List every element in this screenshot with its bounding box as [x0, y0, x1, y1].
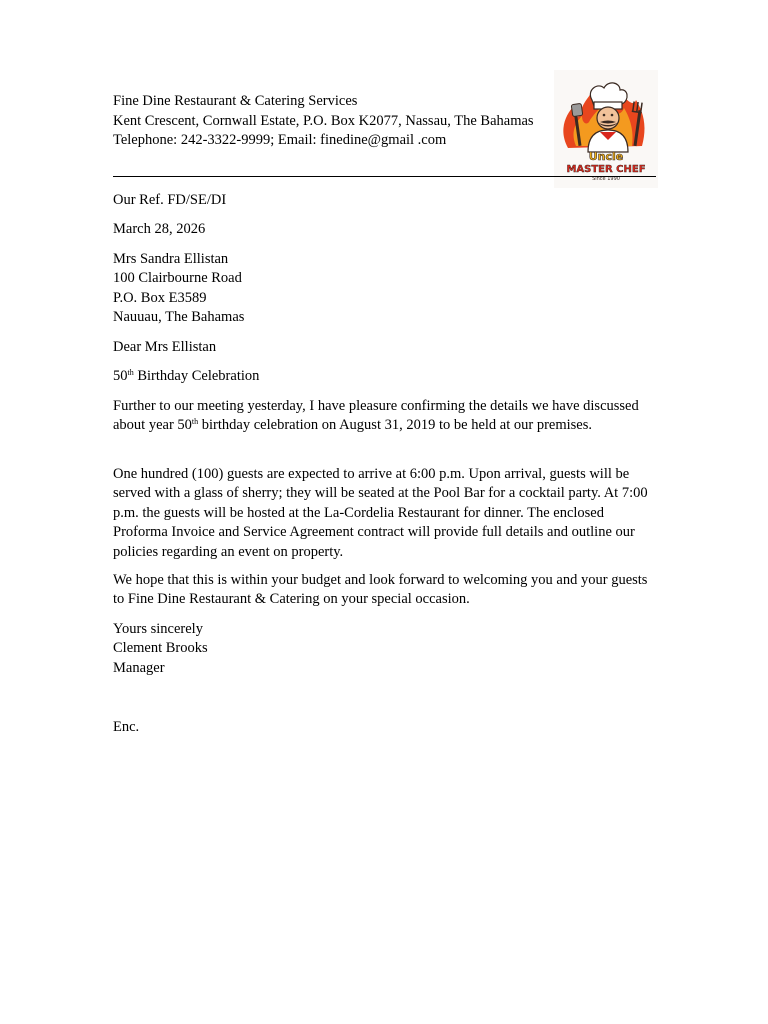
paragraph-2: One hundred (100) guests are expected to arrive at 6:00 p.m. Upon arrival, guests will be served with a glass of sherry; they will be seated at the Pool Bar for a cocktail party. At 7:00 p.m. the guests will be hosted at the La-Cordelia Restaurant for dinner. The enclosed Proforma Invoice and Service Agreement contract will provide full details and outline our policies regarding an event on property. [113, 466, 648, 560]
recipient-name: Mrs Sandra Ellistan [113, 251, 229, 267]
recipient-box: P.O. Box E3589 [113, 289, 207, 306]
paragraph-1-b: birthday celebration on August 31, 2019 to be held at our premises. [198, 417, 592, 434]
subject-line [113, 367, 656, 386]
salutation: Dear Mrs Ellistan [113, 339, 217, 355]
recipient-city: Nauuau, The Bahamas [113, 309, 245, 326]
subject-text: Birthday Celebration [133, 368, 260, 384]
logo-line-1: Uncle [588, 150, 624, 163]
subject-number: 50 [113, 368, 128, 384]
letterhead [113, 92, 656, 182]
logo-line-3: Since 1990 [592, 176, 620, 182]
subject-suffix: th [127, 368, 134, 377]
letter-date: March 28, 2026 [113, 221, 206, 237]
paragraph-1-sup: th [191, 417, 199, 427]
reference-line: Our Ref. FD/SE/DI [113, 192, 227, 208]
logo-line-2: MASTER CHEF [566, 164, 646, 175]
company-contact: Telephone: 242-3322-9999; Email: finedine@gmail .com [113, 132, 447, 148]
signer-name: Clement Brooks [113, 640, 208, 657]
enclosure-note: Enc. [113, 719, 140, 735]
recipient-address [113, 250, 656, 328]
chef-mascot-logo [554, 70, 658, 188]
paragraph-1 [113, 397, 656, 436]
letter-page [113, 92, 656, 735]
signer-title: Manager [113, 659, 165, 676]
recipient-street: 100 Clairbourne Road [113, 270, 242, 287]
company-address: Kent Crescent, Cornwall Estate, P.O. Box K2077, Nassau, The Bahamas [113, 112, 534, 129]
letterhead-divider [113, 176, 656, 177]
company-name: Fine Dine Restaurant & Catering Services [113, 93, 358, 109]
closing-block [113, 620, 656, 678]
valediction: Yours sincerely [113, 621, 203, 637]
paragraph-3: We hope that this is within your budget and look forward to welcoming you and your guests to Fine Dine Restaurant & Catering on your special occasion. [113, 572, 648, 608]
paragraph-1-a: Further to our meeting yesterday, I have pleasure confirming the details we have discussed about year 50 [113, 398, 639, 434]
